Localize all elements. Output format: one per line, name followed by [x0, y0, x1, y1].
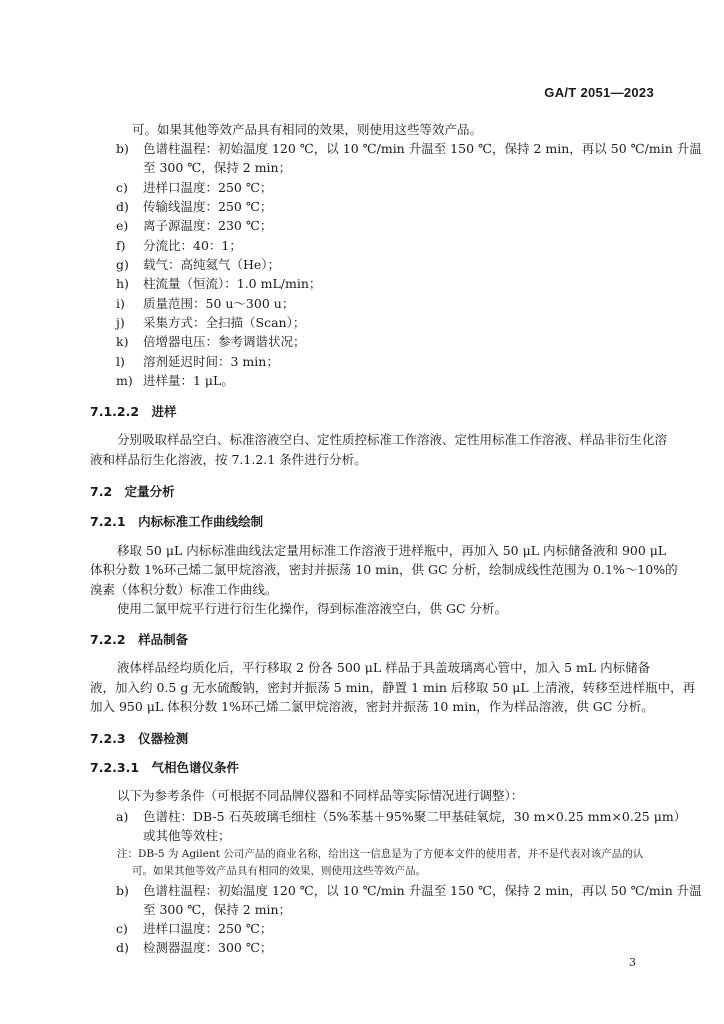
- list-item-label: a): [116, 809, 129, 824]
- list-item-label: k): [116, 334, 129, 349]
- list-item-text: 进样口温度：250 ℃；: [143, 180, 273, 195]
- paragraph-line: 分别吸取样品空白、标准溶液空白、定性质控标准工作溶液、定性用标准工作溶液、样品非衍生化溶: [117, 432, 668, 447]
- list-item-label: d): [116, 199, 129, 214]
- continued-note-line: 可。如果其他等效产品具有相同的效果，则使用这些等效产品。: [132, 122, 483, 137]
- list-item-label: g): [116, 257, 129, 272]
- list-item-text: 质量范围：50 u～300 u；: [143, 296, 295, 311]
- paragraph-line: 液体样品经均质化后，平行移取 2 份各 500 μL 样品于具盖玻璃离心管中，加入 5 mL 内标储备: [117, 660, 651, 675]
- paragraph-line: 加入 950 μL 体积分数 1%环己烯二氯甲烷溶液，密封并振荡 10 min，作为样品溶液，供 GC 分析。: [90, 699, 654, 714]
- list-item-label: h): [116, 276, 129, 291]
- list-item-label: c): [116, 921, 128, 936]
- list-item-text: 离子源温度：230 ℃；: [143, 218, 273, 233]
- list-item-label: b): [116, 883, 129, 898]
- list-item-text: 进样量：1 μL。: [143, 373, 234, 388]
- list-item-text: 色谱柱温程：初始温度 120 ℃，以 10 ℃/min 升温至 150 ℃，保持 2 min，再以 50 ℃/min 升温: [143, 141, 702, 156]
- list-item-text: 柱流量（恒流）：1.0 mL/min；: [143, 276, 322, 291]
- note-line: 可。如果其他等效产品具有相同的效果，则使用这些等效产品。: [132, 865, 426, 877]
- paragraph-line: 液，加入约 0.5 g 无水硫酸钠，密封并振荡 5 min，静置 1 min 后移取 50 μL 上清液，转移至进样瓶中，再: [90, 680, 696, 695]
- list-item-label: m): [116, 373, 133, 388]
- paragraph-line: 液和样品衍生化溶液，按 7.1.2.1 条件进行分析。: [90, 452, 367, 467]
- list-item-label: j): [116, 315, 125, 330]
- list-item-label: i): [116, 296, 125, 311]
- list-item-continuation: 或其他等效柱；: [143, 828, 231, 843]
- section-heading-7-2-3: 7.2.3 仪器检测: [90, 731, 189, 746]
- list-item-text: 倍增器电压：参考调谐状况；: [143, 334, 306, 349]
- list-item-label: c): [116, 180, 128, 195]
- section-heading-7-2-3-1: 7.2.3.1 气相色谱仪条件: [90, 760, 240, 775]
- paragraph-line: 使用二氯甲烷平行进行衍生化操作，得到标准溶液空白，供 GC 分析。: [117, 601, 507, 616]
- list-item-label: d): [116, 940, 129, 955]
- list-item-continuation: 至 300 ℃，保持 2 min；: [143, 160, 292, 175]
- standard-code: GA/T 2051—2023: [544, 85, 654, 100]
- section-heading-7-2-2: 7.2.2 样品制备: [90, 632, 189, 647]
- paragraph-line: 体积分数 1%环己烯二氯甲烷溶液，密封并振荡 10 min，供 GC 分析，绘制成线性范围为 0.1%～10%的: [90, 562, 678, 577]
- paragraph-line: 溴素（体积分数）标准工作曲线。: [90, 582, 278, 597]
- list-item-text: 检测器温度：300 ℃；: [143, 940, 273, 955]
- list-item-label: f): [116, 238, 126, 253]
- list-item-continuation: 至 300 ℃，保持 2 min；: [143, 902, 292, 917]
- list-item-label: b): [116, 141, 129, 156]
- list-item-text: 采集方式：全扫描（Scan）；: [143, 315, 306, 330]
- section-heading-7-2: 7.2 定量分析: [90, 484, 175, 499]
- note-line: 注：DB-5 为 Agilent 公司产品的商业名称，给出这一信息是为了方便本文件的使用者，并不是代表对该产品的认: [117, 848, 644, 860]
- list-item-label: e): [116, 218, 129, 233]
- page-number: 3: [629, 956, 636, 969]
- list-item-label: l): [116, 354, 125, 369]
- list-item-text: 色谱柱温程：初始温度 120 ℃，以 10 ℃/min 升温至 150 ℃，保持 2 min，再以 50 ℃/min 升温: [143, 883, 702, 898]
- list-item-text: 分流比：40：1；: [143, 238, 242, 253]
- list-item-text: 溶剂延迟时间：3 min；: [143, 354, 279, 369]
- list-item-text: 色谱柱：DB-5 石英玻璃毛细柱（5%苯基＋95%聚二甲基硅氧烷，30 m×0.25 mm×0.25 μm）: [143, 809, 687, 824]
- list-item-text: 载气：高纯氦气（He）；: [143, 257, 281, 272]
- section-heading-7-2-1: 7.2.1 内标标准工作曲线绘制: [90, 514, 264, 529]
- section-heading-7-1-2-2: 7.1.2.2 进样: [90, 404, 177, 419]
- paragraph-line: 移取 50 μL 内标标准曲线法定量用标准工作溶液于进样瓶中，再加入 50 μL 内标储备液和 900 μL: [117, 543, 667, 558]
- list-item-text: 进样口温度：250 ℃；: [143, 921, 273, 936]
- list-item-text: 传输线温度：250 ℃；: [143, 199, 273, 214]
- paragraph-line: 以下为参考条件（可根据不同品牌仪器和不同样品等实际情况进行调整）：: [117, 788, 524, 803]
